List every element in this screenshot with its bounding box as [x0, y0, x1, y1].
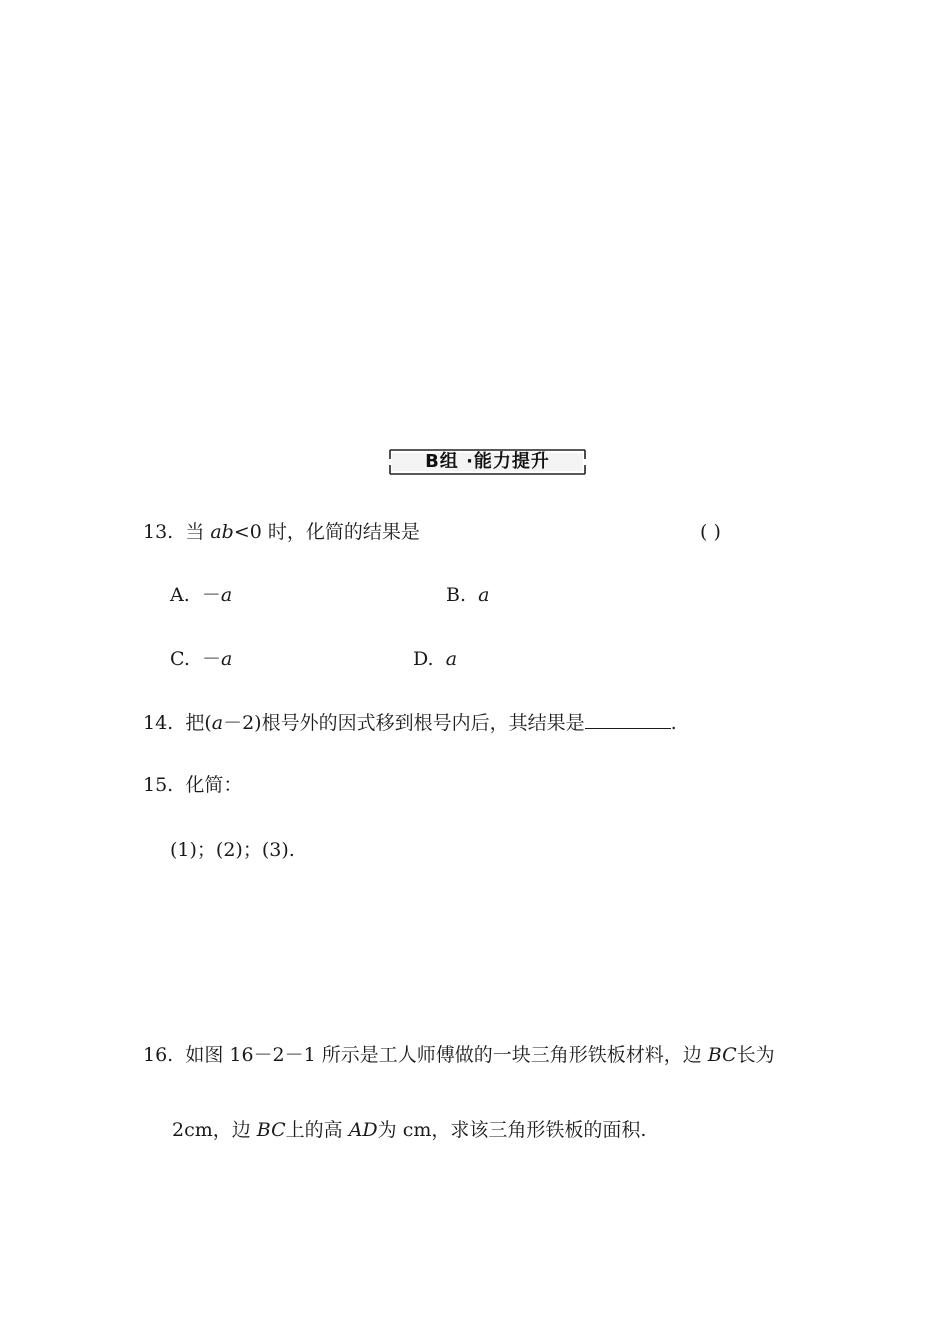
option-a: A. －a [170, 584, 233, 606]
question-number: 16. [143, 1044, 174, 1066]
answer-bracket: ( ) [700, 521, 721, 543]
question-number: 14. [143, 712, 174, 734]
question-15: 15. 化简： [143, 774, 243, 796]
option-d: D. a [413, 648, 458, 670]
question-16-line-1: 16. 如图 16－2－1 所示是工人师傅做的一块三角形铁板材料，边 BC长为 [143, 1044, 775, 1066]
question-16-line-2: 2cm，边 BC上的高 AD为 cm，求该三角形铁板的面积. [172, 1119, 647, 1141]
option-c: C. －a [170, 648, 233, 670]
question-number: 13. [143, 521, 174, 543]
section-banner [388, 447, 587, 477]
question-text: 当 ab<0 时，化简的结果是 [185, 521, 420, 543]
question-14: 14. 把(a－2)根号外的因式移到根号内后，其结果是 . [143, 712, 677, 734]
option-b: B. a [446, 584, 490, 606]
question-13 [143, 520, 420, 544]
answer-blank[interactable] [585, 710, 671, 729]
question-15-parts: (1)；(2)；(3). [170, 839, 295, 861]
question-number: 15. [143, 774, 174, 796]
banner-label: B组 ·能力提升 [425, 451, 550, 472]
